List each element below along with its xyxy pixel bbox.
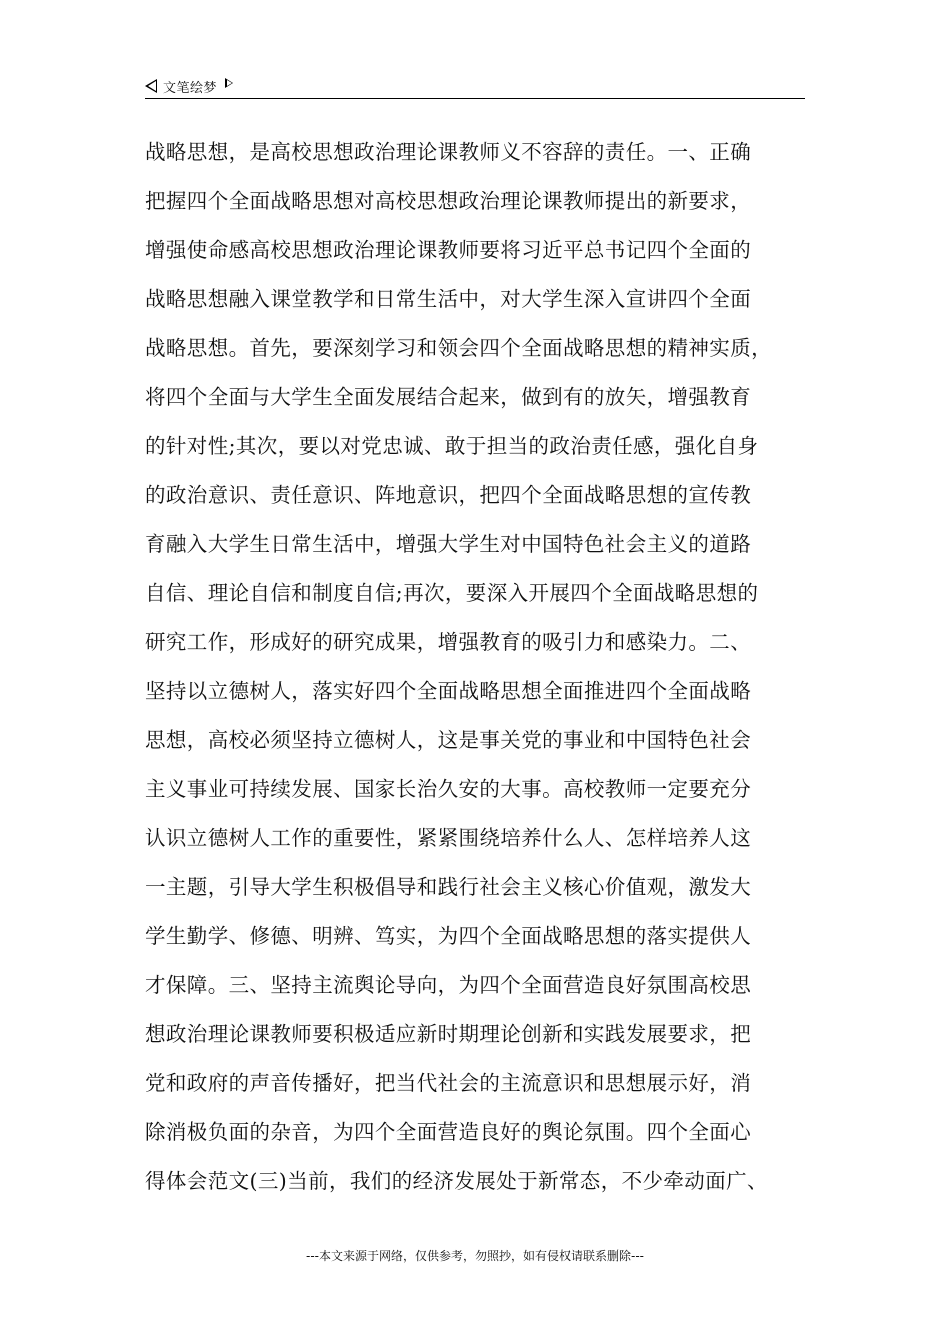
- body-line: 战略思想。首先，要深刻学习和领会四个全面战略思想的精神实质，: [145, 336, 772, 360]
- body-line: 思想，高校必须坚持立德树人，这是事关党的事业和中国特色社会: [145, 728, 752, 752]
- body-line: 的针对性;其次，要以对党忠诚、敢于担当的政治责任感，强化自身: [145, 434, 759, 458]
- left-triangle-icon: [145, 79, 157, 93]
- body-line: 才保障。三、坚持主流舆论导向，为四个全面营造良好氛围高校思: [145, 973, 752, 997]
- body-line: 学生勤学、修德、明辨、笃实，为四个全面战略思想的落实提供人: [145, 924, 752, 948]
- body-line: 党和政府的声音传播好，把当代社会的主流意识和思想展示好，消: [145, 1071, 752, 1095]
- body-line: 主义事业可持续发展、国家长治久安的大事。高校教师一定要充分: [145, 777, 752, 801]
- body-line: 除消极负面的杂音，为四个全面营造良好的舆论氛围。四个全面心: [145, 1120, 752, 1144]
- body-line: 的政治意识、责任意识、阵地意识，把四个全面战略思想的宣传教: [145, 483, 752, 507]
- right-triangle-icon: [225, 78, 233, 88]
- body-line: 想政治理论课教师要积极适应新时期理论创新和实践发展要求，把: [145, 1022, 752, 1046]
- body-line: 育融入大学生日常生活中，增强大学生对中国特色社会主义的道路: [145, 532, 752, 556]
- body-line: 增强使命感高校思想政治理论课教师要将习近平总书记四个全面的: [145, 238, 752, 262]
- body-line: 研究工作，形成好的研究成果，增强教育的吸引力和感染力。二、: [145, 630, 752, 654]
- document-body: [145, 128, 815, 1206]
- header-title: 文笔绘梦: [163, 80, 218, 96]
- body-line: 将四个全面与大学生全面发展结合起来，做到有的放矢，增强教育: [145, 385, 752, 409]
- page-footer-disclaimer: ---本文来源于网络，仅供参考，勿照抄，如有侵权请联系删除---: [306, 1249, 644, 1263]
- body-line: 得体会范文(三)当前，我们的经济发展处于新常态，不少牵动面广、: [145, 1169, 768, 1193]
- body-line: 认识立德树人工作的重要性，紧紧围绕培养什么人、怎样培养人这: [145, 826, 752, 850]
- body-line: 把握四个全面战略思想对高校思想政治理论课教师提出的新要求，: [145, 189, 752, 213]
- page-header: [145, 74, 805, 99]
- body-line: 自信、理论自信和制度自信;再次，要深入开展四个全面战略思想的: [145, 581, 759, 605]
- body-line: 一主题，引导大学生积极倡导和践行社会主义核心价值观，激发大: [145, 875, 752, 899]
- body-line: 战略思想，是高校思想政治理论课教师义不容辞的责任。一、正确: [145, 140, 752, 164]
- body-line: 坚持以立德树人，落实好四个全面战略思想全面推进四个全面战略: [145, 679, 752, 703]
- body-line: 战略思想融入课堂教学和日常生活中，对大学生深入宣讲四个全面: [145, 287, 752, 311]
